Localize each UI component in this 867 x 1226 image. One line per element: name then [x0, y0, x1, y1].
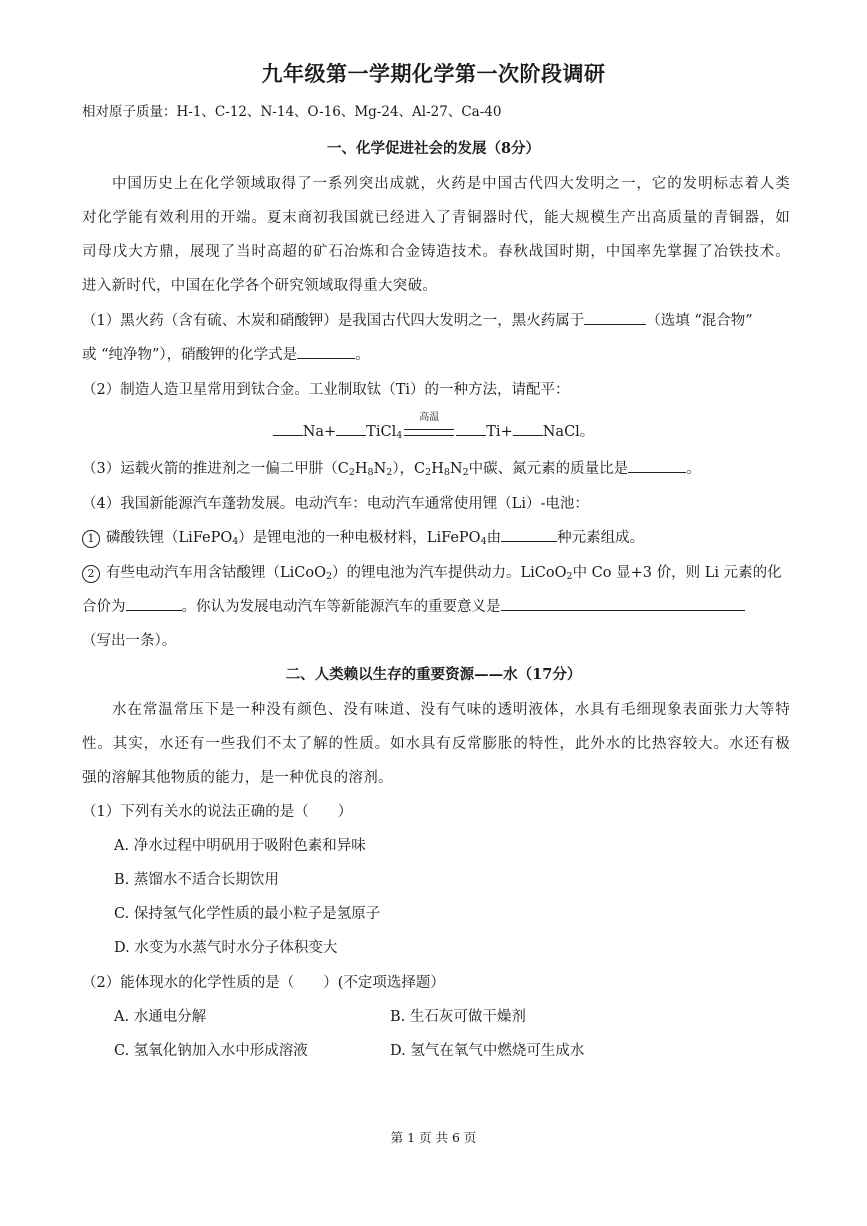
- s1-question-4-part1: 1 磷酸铁锂（LiFePO$_4$）是锂电池的一种电极材料，LiFePO$_4$由 种元素组成。: [82, 526, 792, 548]
- option-b[interactable]: B. 蒸馏水不适合长期饮用: [114, 872, 279, 888]
- option-c[interactable]: C. 氢氧化钠加入水中形成溶液: [114, 1043, 308, 1059]
- s1-question-4-part2: 2 有些电动汽车用含钴酸锂（LiCoO$_2$）的锂电池为汽车提供动力。LiCoO$_2$中 Co 显+3 价，则 Li 元素的化: [82, 561, 792, 583]
- section1-intro-line: 对化学能有效利用的开端。夏末商初我国就已经进入了青铜器时代，能大规模生产出高质量的青铜器，如: [82, 210, 790, 226]
- answer-blank[interactable]: [501, 527, 557, 542]
- s1-question-3: （3）运载火箭的推进剂之一偏二甲肼$(C_2H_8N_2)$，$C_2H_8N_2$中碳、氮元素的质量比是 。: [82, 457, 792, 478]
- reaction-condition: 高温: [402, 424, 456, 440]
- balance-equation: Na+ TiCl$_4$ 高温 Ti+ NaCl。: [0, 420, 867, 441]
- atomic-masses: 相对原子质量：H-1、C-12、N-14、O-16、Mg-24、Al-27、Ca-40: [82, 104, 502, 120]
- section1-heading: 一、化学促进社会的发展（8分）: [326, 140, 541, 157]
- s1-question-1-cont: 或 “纯净物”），硝酸钾的化学式是 。: [82, 343, 792, 364]
- section1-intro-line: 中国历史上在化学领域取得了一系列突出成就，火药是中国古代四大发明之一，它的发明标志着人类: [112, 176, 790, 192]
- s1-question-2: （2）制造人造卫星常用到钛合金。工业制取钛（Ti）的一种方法，请配平：: [82, 382, 570, 398]
- circled-number: 1: [82, 530, 100, 548]
- coefficient-blank[interactable]: [273, 421, 303, 436]
- s1-question-4-part2-cont: 合价为 。你认为发展电动汽车等新能源汽车的重要意义是: [82, 595, 792, 616]
- s1-question-4: （4）我国新能源汽车蓬勃发展。电动汽车：电动汽车通常使用锂（Li）-电池：: [82, 496, 589, 512]
- section2-heading: 二、人类赖以生存的重要资源——水（17分）: [285, 666, 582, 683]
- s2-question-1: （1）下列有关水的说法正确的是（ ）: [82, 804, 353, 820]
- section2-intro-line: 水在常温常压下是一种没有颜色、没有味道、没有气味的透明液体，水具有毛细现象表面张力大等特: [112, 702, 790, 718]
- answer-blank[interactable]: [584, 310, 646, 325]
- option-d[interactable]: D. 水变为水蒸气时水分子体积变大: [114, 940, 338, 956]
- s2-question-2: （2）能体现水的化学性质的是（ ）(不定项选择题）: [82, 975, 445, 991]
- section2-intro-line: 强的溶解其他物质的能力，是一种优良的溶剂。: [82, 770, 393, 786]
- option-c[interactable]: C. 保持氢气化学性质的最小粒子是氢原子: [114, 906, 381, 922]
- option-d[interactable]: D. 氢气在氧气中燃烧可生成水: [390, 1043, 585, 1059]
- answer-blank[interactable]: [628, 458, 686, 473]
- answer-blank[interactable]: [126, 596, 182, 611]
- answer-blank[interactable]: [297, 344, 355, 359]
- s1-question-4-part2-end: （写出一条）。: [82, 633, 177, 649]
- coefficient-blank[interactable]: [456, 421, 486, 436]
- option-a[interactable]: A. 水通电分解: [114, 1009, 207, 1025]
- section2-intro-line: 性。其实，水还有一些我们不太了解的性质。如水具有反常膨胀的特性，此外水的比热容较大。水还有极: [82, 736, 790, 752]
- s1-question-1: （1）黑火药（含有硫、木炭和硝酸钾）是我国古代四大发明之一，黑火药属于 （选填 “混合物”: [82, 309, 792, 330]
- answer-blank[interactable]: [501, 596, 745, 611]
- option-b[interactable]: B. 生石灰可做干燥剂: [390, 1009, 526, 1025]
- coefficient-blank[interactable]: [513, 421, 543, 436]
- page-title: 九年级第一学期化学第一次阶段调研: [261, 61, 606, 86]
- circled-number: 2: [82, 565, 100, 583]
- option-a[interactable]: A. 净水过程中明矾用于吸附色素和异味: [114, 838, 366, 854]
- section1-intro-line: 进入新时代，中国在化学各个研究领域取得重大突破。: [82, 278, 438, 294]
- page-footer: 第 1 页 共 6 页: [390, 1130, 477, 1145]
- coefficient-blank[interactable]: [336, 421, 366, 436]
- section1-intro-line: 司母戊大方鼎，展现了当时高超的矿石冶炼和合金铸造技术。春秋战国时期，中国率先掌握了冶铁技术。: [82, 244, 790, 260]
